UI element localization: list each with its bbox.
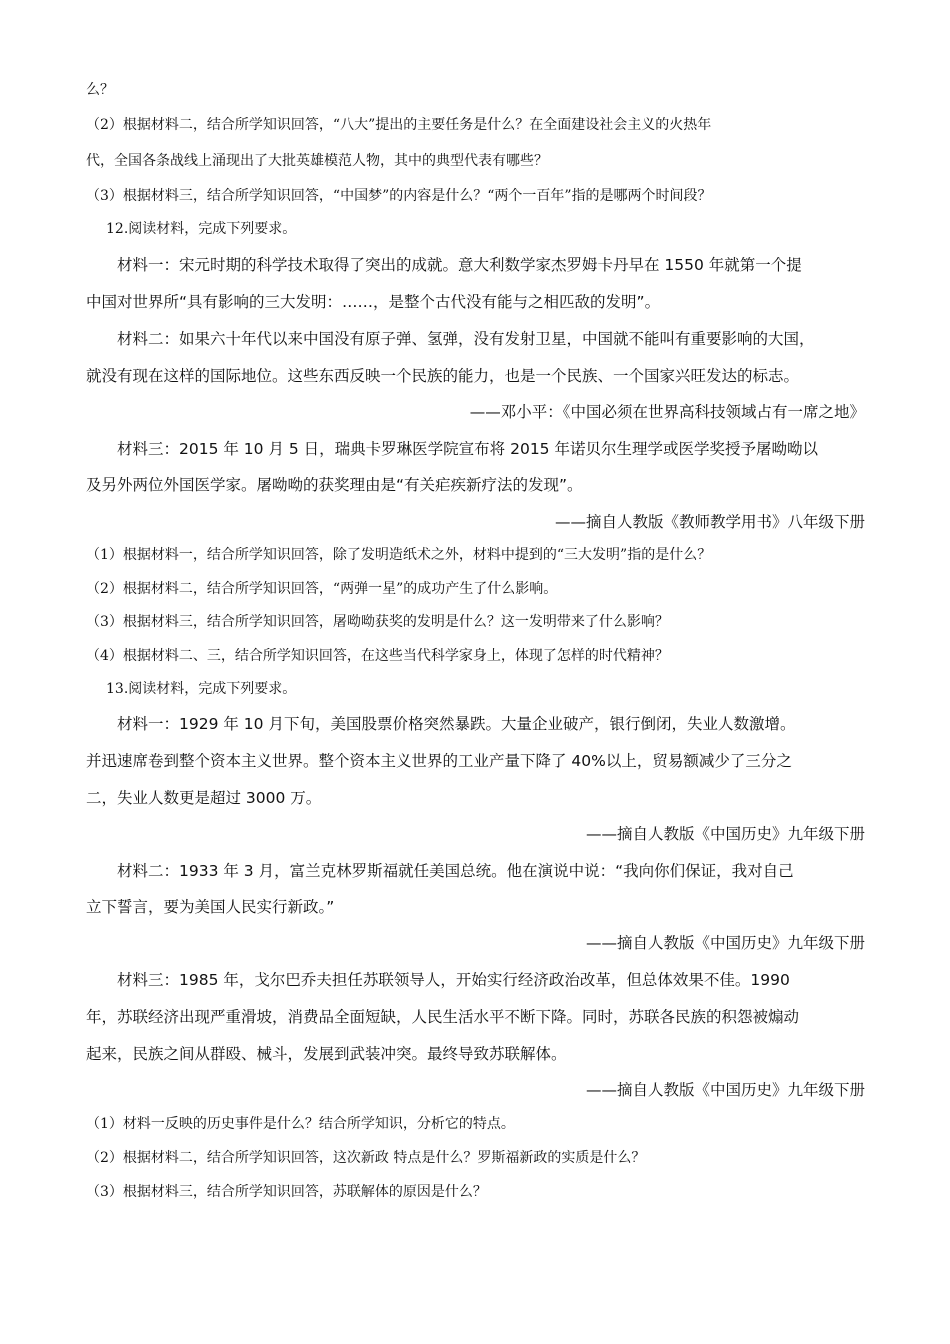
q12-heading: 12.阅读材料，完成下列要求。 — [106, 221, 297, 237]
q13-material-2-line-2: 立下誓言，要为美国人民实行新政。” — [86, 898, 335, 916]
q12-subquestion-4: （4）根据材料二、三，结合所学知识回答，在这些当代科学家身上，体现了怎样的时代精神？ — [86, 648, 669, 664]
q12-material-2-line-2: 就没有现在这样的国际地位。这些东西反映一个民族的能力，也是一个民族、一个国家兴旺发达的标志。 — [86, 367, 800, 385]
q12-subquestion-2: （2）根据材料二，结合所学知识回答，“两弹一星”的成功产生了什么影响。 — [86, 581, 558, 597]
q11-subquestion-2-line-2: 代，全国各条战线上涌现出了大批英雄模范人物，其中的典型代表有哪些？ — [86, 153, 548, 169]
q13-subquestion-2: （2）根据材料二，结合所学知识回答，这次新政 特点是什么？罗斯福新政的实质是什么？ — [86, 1150, 646, 1166]
q12-material-3-source: ——摘自人教版《教师教学用书》八年级下册 — [554, 513, 865, 531]
q12-material-3-line-1: 材料三：2015 年 10 月 5 日，瑞典卡罗琳医学院宣布将 2015 年诺贝尔生理学或医学奖授予屠呦呦以 — [117, 440, 818, 458]
q11-tail: 么？ — [86, 82, 114, 98]
q13-heading: 13.阅读材料，完成下列要求。 — [106, 681, 297, 697]
q13-material-2-line-1: 材料二：1933 年 3 月，富兰克林罗斯福就任美国总统。他在演说中说：“我向你们保证，我对自己 — [117, 862, 794, 880]
q12-material-1-line-2: 中国对世界所“具有影响的三大发明：……，是整个古代没有能与之相匹敌的发明”。 — [86, 293, 661, 311]
q11-subquestion-3: （3）根据材料三，结合所学知识回答，“中国梦”的内容是什么？“两个一百年”指的是哪两个时间段？ — [86, 188, 712, 204]
q13-subquestion-1: （1）材料一反映的历史事件是什么？结合所学知识，分析它的特点。 — [86, 1116, 515, 1132]
q13-subquestion-3: （3）根据材料三，结合所学知识回答，苏联解体的原因是什么？ — [86, 1184, 487, 1200]
q12-subquestion-3: （3）根据材料三，结合所学知识回答，屠呦呦获奖的发明是什么？这一发明带来了什么影响？ — [86, 614, 669, 630]
q11-subquestion-2-line-1: （2）根据材料二，结合所学知识回答，“八大”提出的主要任务是什么？在全面建设社会主义的火热年 — [86, 117, 712, 133]
q13-material-3-line-2: 年，苏联经济出现严重滑坡，消费品全面短缺，人民生活水平不断下降。同时，苏联各民族的积怨被煽动 — [86, 1008, 800, 1026]
q13-material-1-line-3: 二，失业人数更是超过 3000 万。 — [86, 789, 322, 807]
q12-subquestion-1: （1）根据材料一，结合所学知识回答，除了发明造纸术之外，材料中提到的“三大发明”指的是什么？ — [86, 547, 712, 563]
q13-material-1-source: ——摘自人教版《中国历史》九年级下册 — [585, 825, 865, 843]
q12-material-2-line-1: 材料二：如果六十年代以来中国没有原子弹、氢弹，没有发射卫星，中国就不能叫有重要影响的大国， — [117, 330, 815, 348]
q13-material-3-line-1: 材料三：1985 年，戈尔巴乔夫担任苏联领导人，开始实行经济政治改革，但总体效果不佳。1990 — [117, 971, 790, 989]
q13-material-1-line-2: 并迅速席卷到整个资本主义世界。整个资本主义世界的工业产量下降了 40%以上，贸易额减少了三分之 — [86, 752, 792, 770]
q13-material-1-line-1: 材料一：1929 年 10 月下旬，美国股票价格突然暴跌。大量企业破产，银行倒闭，失业人数激增。 — [117, 715, 796, 733]
q13-material-3-source: ——摘自人教版《中国历史》九年级下册 — [585, 1081, 865, 1099]
q12-material-1-line-1: 材料一：宋元时期的科学技术取得了突出的成就。意大利数学家杰罗姆卡丹早在 1550 年就第一个提 — [117, 256, 802, 274]
q12-material-3-line-2: 及另外两位外国医学家。屠呦呦的获奖理由是“有关疟疾新疗法的发现”。 — [86, 476, 583, 494]
q12-material-2-source: ——邓小平：《中国必须在世界高科技领域占有一席之地》 — [469, 403, 865, 421]
q13-material-2-source: ——摘自人教版《中国历史》九年级下册 — [585, 934, 865, 952]
q13-material-3-line-3: 起来，民族之间从群殴、械斗，发展到武装冲突。最终导致苏联解体。 — [86, 1045, 567, 1063]
